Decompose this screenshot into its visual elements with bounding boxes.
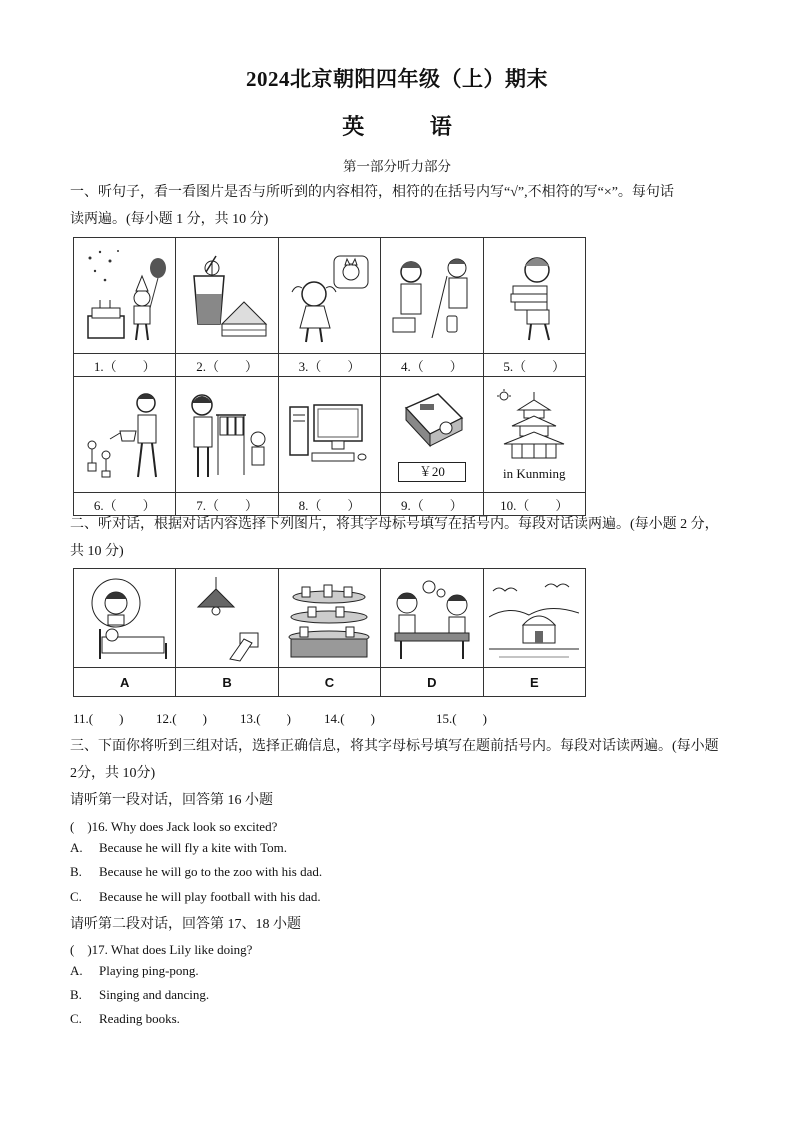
section3-instruction-line1: 三、下面你将听到三组对话，选择正确信息，将其字母标号填写在题前括号内。每段对话读两遍。(每小题: [70, 739, 719, 754]
option-text: Playing ping-pong.: [99, 963, 199, 978]
option-text: Because he will fly a kite with Tom.: [99, 840, 288, 855]
answer-label-1[interactable]: 1.（ ）: [74, 354, 176, 377]
answer-label-3[interactable]: 3.（ ）: [278, 354, 380, 377]
computer-picture: [279, 377, 380, 492]
option-text: Singing and dancing.: [99, 987, 210, 1002]
clothes-rack-picture: [176, 377, 277, 492]
sharpener-picture: [381, 377, 482, 492]
group1-heading: 请听第一段对话，回答第 16 小题: [70, 793, 273, 808]
section1-picture-grid: [73, 237, 586, 516]
answer-11[interactable]: 11.( ): [73, 711, 124, 726]
section2-instruction-line2: 共 10 分): [70, 544, 124, 559]
answer-label-4[interactable]: 4.（ ）: [381, 354, 483, 377]
q16-option-b[interactable]: [70, 864, 323, 880]
option-letter: B.: [70, 987, 82, 1002]
answer-label-8[interactable]: 8.（ ）: [278, 493, 380, 516]
price-tag: ￥20: [398, 462, 466, 482]
answer-label-2[interactable]: 2.（ ）: [176, 354, 278, 377]
option-text: Because he will play football with his dad.: [99, 889, 321, 904]
section2-instruction-line1: 二、听对话，根据对话内容选择下列图片，将其字母标号填写在括号内。每段对话读两遍。(每小题 2 分，: [70, 517, 719, 532]
juice-sandwich-picture: [176, 238, 277, 353]
answer-13[interactable]: 13.( ): [240, 711, 291, 726]
sick-in-bed-picture: [74, 569, 175, 667]
yurt-landscape-picture: [484, 569, 585, 667]
section1-instruction-line2: 读两遍。(每小题 1 分，共 10 分): [70, 212, 269, 227]
q17-option-c[interactable]: [70, 1011, 180, 1027]
answer-label-6[interactable]: 6.（ ）: [74, 493, 176, 516]
option-letter: C.: [70, 1011, 82, 1026]
section1-instruction-line1: 一、听句子，看一看图片是否与所听到的内容相符，相符的在括号内写“√”,不相符的写“×”。每句话: [70, 185, 674, 200]
option-letter: A.: [70, 840, 83, 855]
phone-call-picture: [381, 238, 482, 353]
birthday-picture: [74, 238, 175, 353]
answer-label-10[interactable]: 10.（ ）: [483, 493, 585, 516]
q17-option-a[interactable]: [70, 963, 199, 979]
section2-picture-grid: [73, 568, 586, 697]
answer-label-7[interactable]: 7.（ ）: [176, 493, 278, 516]
answer-label-5[interactable]: 5.（ ）: [483, 354, 585, 377]
question-17: ( )17. What does Lily like doing?: [70, 942, 253, 957]
answer-15[interactable]: 15.( ): [436, 711, 487, 726]
subject-heading: 英 语: [342, 114, 482, 139]
shelves-picture: [279, 569, 380, 667]
pagoda-caption: in Kunming: [503, 465, 566, 481]
option-letter-b: B: [176, 668, 278, 697]
kids-table-picture: [381, 569, 482, 667]
option-letter-e: E: [483, 668, 585, 697]
option-letter-d: D: [381, 668, 483, 697]
group2-heading: 请听第二段对话，回答第 17、18 小题: [70, 917, 301, 932]
girl-cat-picture: [279, 238, 380, 353]
section3-instruction-line2: 2分，共 10分): [70, 766, 156, 781]
answer-12[interactable]: 12.( ): [156, 711, 207, 726]
option-text: Reading books.: [99, 1011, 180, 1026]
q16-option-a[interactable]: [70, 840, 288, 856]
q17-option-b[interactable]: [70, 987, 210, 1003]
boy-books-picture: [484, 238, 585, 353]
option-letter: C.: [70, 889, 82, 904]
option-letter: B.: [70, 864, 82, 879]
option-letter: A.: [70, 963, 83, 978]
watering-flowers-picture: [74, 377, 175, 492]
q16-option-c[interactable]: [70, 889, 321, 905]
pagoda-picture: [484, 377, 585, 492]
option-text: Because he will go to the zoo with his dad.: [99, 864, 323, 879]
option-letter-c: C: [278, 668, 380, 697]
answer-label-9[interactable]: 9.（ ）: [381, 493, 483, 516]
page-title: 2024北京朝阳四年级（上）期末: [246, 67, 548, 91]
lamp-switch-picture: [176, 569, 277, 667]
answer-14[interactable]: 14.( ): [324, 711, 375, 726]
part-heading: 第一部分听力部分: [343, 159, 451, 174]
question-16: ( )16. Why does Jack look so excited?: [70, 819, 278, 834]
option-letter-a: A: [74, 668, 176, 697]
